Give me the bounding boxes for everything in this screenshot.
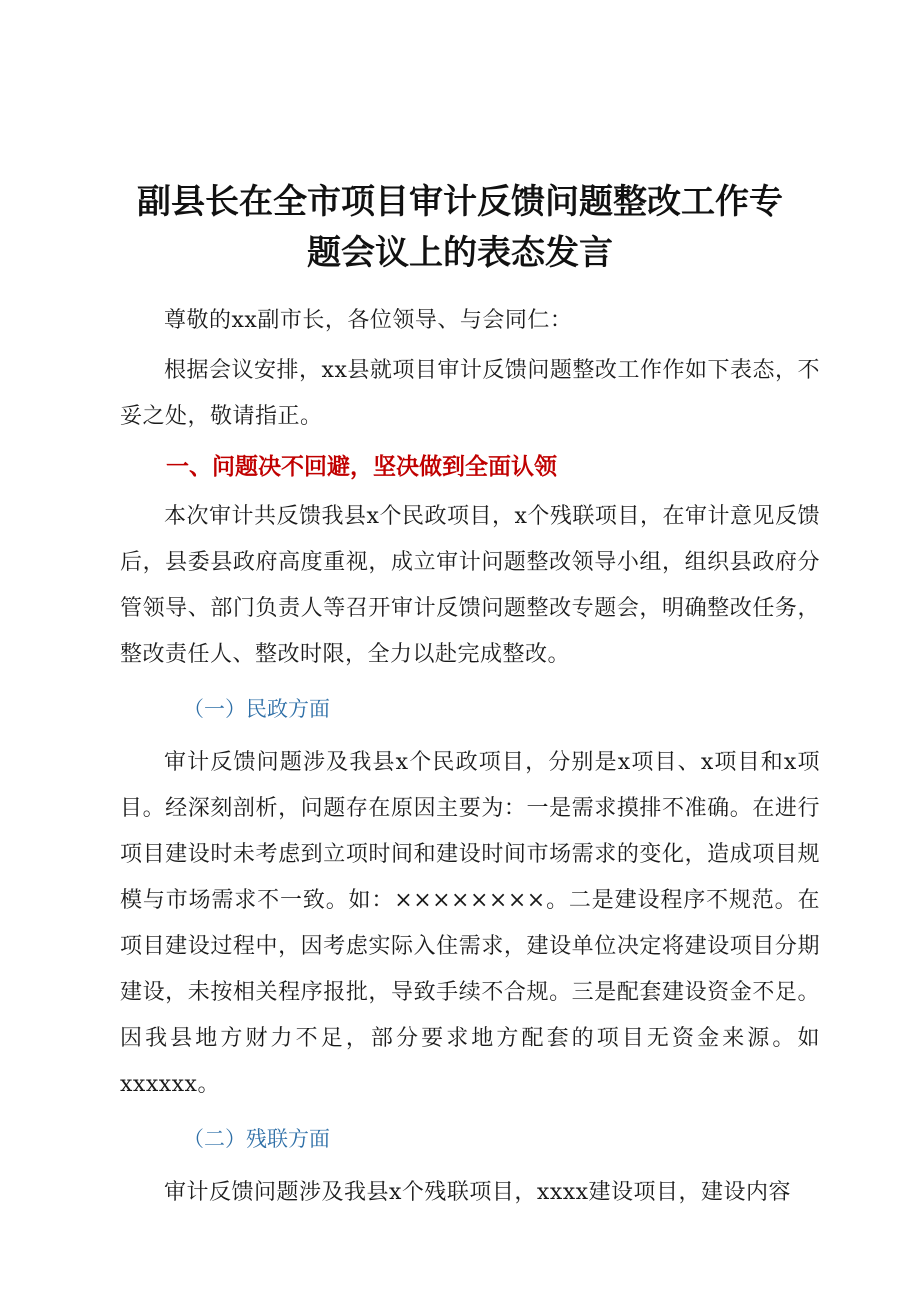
section-1-paragraph: 本次审计共反馈我县x个民政项目，x个残联项目，在审计意见反馈后，县委县政府高度重视，成立审计问题整改领导小组，组织县政府分管领导、部门负责人等召开审计反馈问题整改专题会，明确整改任务，整改责任人、整改时限，全力以赴完成整改。 xyxy=(120,504,820,667)
subsection-1-paragraph: 审计反馈问题涉及我县x个民政项目，分别是x项目、x项目和x项目。经深刻剖析，问题存在原因主要为：一是需求摸排不准确。在进行项目建设时未考虑到立项时间和建设时间市场需求的变化，造成项目规模与市场需求不一致。如：××××××××。二是建设程序不规范。在项目建设过程中，因考虑实际入住需求，建设单位决定将建设项目分期建设，未按相关程序报批，导致手续不合规。三是配套建设资金不足。因我县地方财力不足，部分要求地方配套的项目无资金来源。如xxxxxx。 xyxy=(120,750,820,1097)
subsection-2-paragraph: 审计反馈问题涉及我县x个残联项目，xxxx建设项目，建设内容 xyxy=(164,1180,792,1205)
document-body xyxy=(120,298,820,1216)
document-title-line-2: 题会议上的表态发言 xyxy=(307,233,613,273)
salutation: 尊敬的xx副市长，各位领导、与会同仁： xyxy=(164,308,573,333)
document-title-line-1: 副县长在全市项目审计反馈问题整改工作专 xyxy=(137,182,783,222)
intro-paragraph: 根据会议安排，xx县就项目审计反馈问题整改工作作如下表态，不妥之处，敬请指正。 xyxy=(120,358,820,429)
subsection-2-heading: （二）残联方面 xyxy=(183,1127,330,1151)
section-1-heading: 一、问题决不回避，坚决做到全面认领 xyxy=(166,454,557,480)
subsection-1-heading: （一）民政方面 xyxy=(183,697,330,721)
